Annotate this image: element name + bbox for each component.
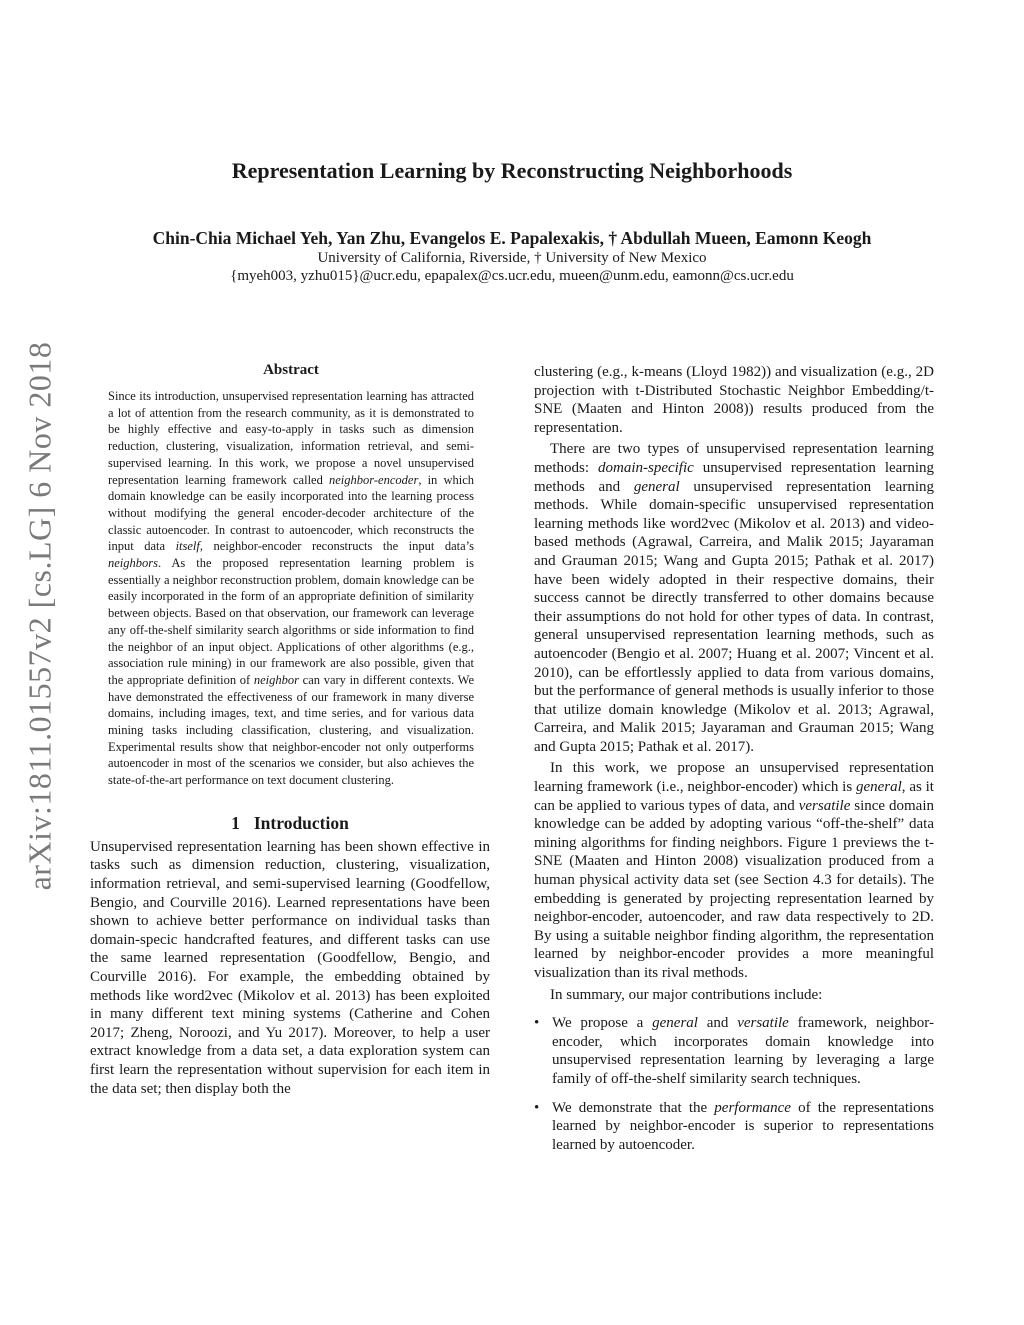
paper-title: Representation Learning by Reconstructing Neighborhoods xyxy=(231,158,793,183)
paragraph-text: There are two types of unsupervised representation learning methods: xyxy=(534,441,934,476)
paragraph-emphasis: domain-specific xyxy=(597,459,694,476)
abstract-emphasis: neighbors xyxy=(108,556,158,571)
author-emails: {myeh003, yzhu015}@ucr.edu, epapalex@cs.ucr.edu, mueen@unm.edu, eamonn@cs.ucr.edu xyxy=(230,268,794,284)
list-text: We demonstrate that the xyxy=(552,1099,715,1116)
list-text: We propose a xyxy=(552,1015,653,1032)
left-column xyxy=(90,362,490,1098)
abstract-body xyxy=(108,388,474,789)
abstract-section xyxy=(108,362,474,789)
right-column xyxy=(534,363,934,1164)
bullet-icon: • xyxy=(534,1015,540,1032)
paragraph-emphasis: general xyxy=(855,779,902,796)
list-item xyxy=(534,1099,934,1155)
list-emphasis: general xyxy=(652,1015,698,1032)
abstract-text: can vary in different contexts. We have demonstrated the effectiveness of our framework in many diverse domains, including images, text, and time series, and for various data mining tasks including classification, clustering, and visualization. Experimental results show that neighbor-encoder not only outperforms autoencoder in most of the scenarios we consider, but also achieves the state-of-the-art performance on text document clustering. xyxy=(108,672,474,788)
abstract-emphasis: itself xyxy=(175,539,200,554)
author-list: Chin-Chia Michael Yeh, Yan Zhu, Evangelos E. Papalexakis, † Abdullah Mueen, Eamonn Keogh xyxy=(152,228,872,248)
list-emphasis: versatile xyxy=(737,1015,789,1032)
list-text: of the representations learned by neighbor-encoder is superior to representations learned by autoencoder. xyxy=(552,1099,934,1153)
paragraph-emphasis: general xyxy=(633,478,680,495)
introduction-paragraph: Unsupervised representation learning has been shown effective in tasks such as dimension reduction, clustering, visualization, information retrieval, and semi-supervised learning (Goodfellow, Bengio, and Courville 2016). Learned representations have been shown to achieve better performance on individual tasks than domain-specic handcrafted features, and different tasks can use the same learned representation (Goodfellow, Bengio, and Courville 2016). For example, the embedding obtained by methods like word2vec (Mikolov et al. 2013) has been exploited in many different text mining systems (Catherine and Cohen 2017; Zheng, Noroozi, and Yu 2017). Moreover, to help a user extract knowledge from a data set, a data exploration system can first learn the representation without supervision for each item in the data set; then display both the xyxy=(90,838,490,1097)
arxiv-identifier: arXiv:1811.01557v2 [cs.LG] 6 Nov 2018 xyxy=(21,341,58,891)
list-emphasis: performance xyxy=(714,1099,791,1116)
paragraph: clustering (e.g., k-means (Lloyd 1982)) and visualization (e.g., 2D projection with t-Distributed Stochastic Neighbor Embedding/t-SNE (Maaten and Hinton 2008)) results produced from the representation. xyxy=(534,364,934,436)
section-title: Introduction xyxy=(253,812,349,833)
paragraph-text: unsupervised representation learning methods. While domain-specific unsupervised representation learning methods like word2vec (Mikolov et al. 2013) and video-based methods (Agrawal, Carreira, and Malik 2015; Jayaraman and Grauman 2015; Wang and Gupta 2015; Pathak et al. 2017) have been widely adopted in their respective domains, their success cannot be directly transferred to other domains because their assumptions do not hold for other types of data. In contrast, general unsupervised representation learning methods, such as autoencoder (Bengio et al. 2007; Huang et al. 2007; Vincent et al. 2010), can be effortlessly applied to data from various domains, but the performance of general methods is usually inferior to those that utilize domain knowledge (Mikolov et al. 2013; Agrawal, Carreira, and Malik 2015; Jayaraman and Grauman 2015; Wang and Gupta 2015; Pathak et al. 2017). xyxy=(534,478,934,755)
abstract-text: , in which domain knowledge can be easily incorporated into the learning process without modifying the general encoder-decoder architecture of the classic autoencoder. In contrast to autoencoder, which reconstructs the input data xyxy=(108,472,474,554)
list-item-text xyxy=(552,1014,934,1088)
introduction-heading xyxy=(90,813,490,834)
abstract-heading: Abstract xyxy=(263,362,319,378)
paragraph-text: since domain knowledge can be added by adopting various “off-the-shelf” data mining algorithms for finding neighbors. Figure 1 previews the t-SNE (Maaten and Hinton 2008) visualization produced from a human physical activity data set (see Section 4.3 for details). The embedding is generated by projecting representation learned by neighbor-encoder, autoencoder, and raw data respectively to 2D. By using a suitable neighbor finding algorithm, the representation learned by neighbor-encoder provides a more meaningful visualization than its rival methods. xyxy=(534,797,934,981)
list-item xyxy=(534,1014,934,1088)
paragraph xyxy=(534,440,934,756)
paragraph-text: , as it can be applied to various types of data, and xyxy=(534,779,934,814)
section-number: 1 xyxy=(231,812,240,833)
paragraph-emphasis: versatile xyxy=(798,797,851,814)
contributions-list xyxy=(534,1014,934,1154)
abstract-emphasis: neighbor-encoder xyxy=(329,472,419,487)
list-item-text xyxy=(552,1099,934,1155)
abstract-emphasis: neighbor xyxy=(253,672,300,687)
affiliations: University of California, Riverside, † University of New Mexico xyxy=(317,250,707,266)
paragraph: In summary, our major contributions include: xyxy=(550,986,823,1003)
abstract-text: . As the proposed representation learning problem is essentially a neighbor reconstruction problem, domain knowledge can be easily incorporated in the form of an appropriate definition of similarity between objects. Based on that observation, our framework can leverage any off-the-shelf similarity search algorithms or side information to find the neighbor of an input object. Applications of other algorithms (e.g., association rule mining) in our framework are also possible, given that the appropriate definition of xyxy=(108,556,474,687)
paragraph-text: In this work, we propose an unsupervised representation learning framework (i.e., neighbor-encoder) which is xyxy=(534,760,934,796)
arxiv-sidebar xyxy=(0,0,90,1325)
bullet-icon: • xyxy=(534,1099,540,1116)
abstract-text: Since its introduction, unsupervised representation learning has attracted a lot of attention from the research community, as it is demonstrated to be highly effective and easy-to-apply in tasks such as dimension reduction, clustering, visualization, information retrieval, and semi-supervised learning. In this work, we propose a novel unsupervised representation learning framework called xyxy=(108,389,474,487)
list-text: framework, neighbor-encoder, which incorporates domain knowledge into unsupervised representation learning by leveraging a large family of off-the-shelf similarity search techniques. xyxy=(552,1015,934,1087)
list-text: and xyxy=(697,1015,738,1032)
paragraph-text: unsupervised representation learning methods and xyxy=(534,459,934,495)
abstract-text: , neighbor-encoder reconstructs the input data’s xyxy=(199,539,475,554)
paragraph xyxy=(534,759,934,982)
